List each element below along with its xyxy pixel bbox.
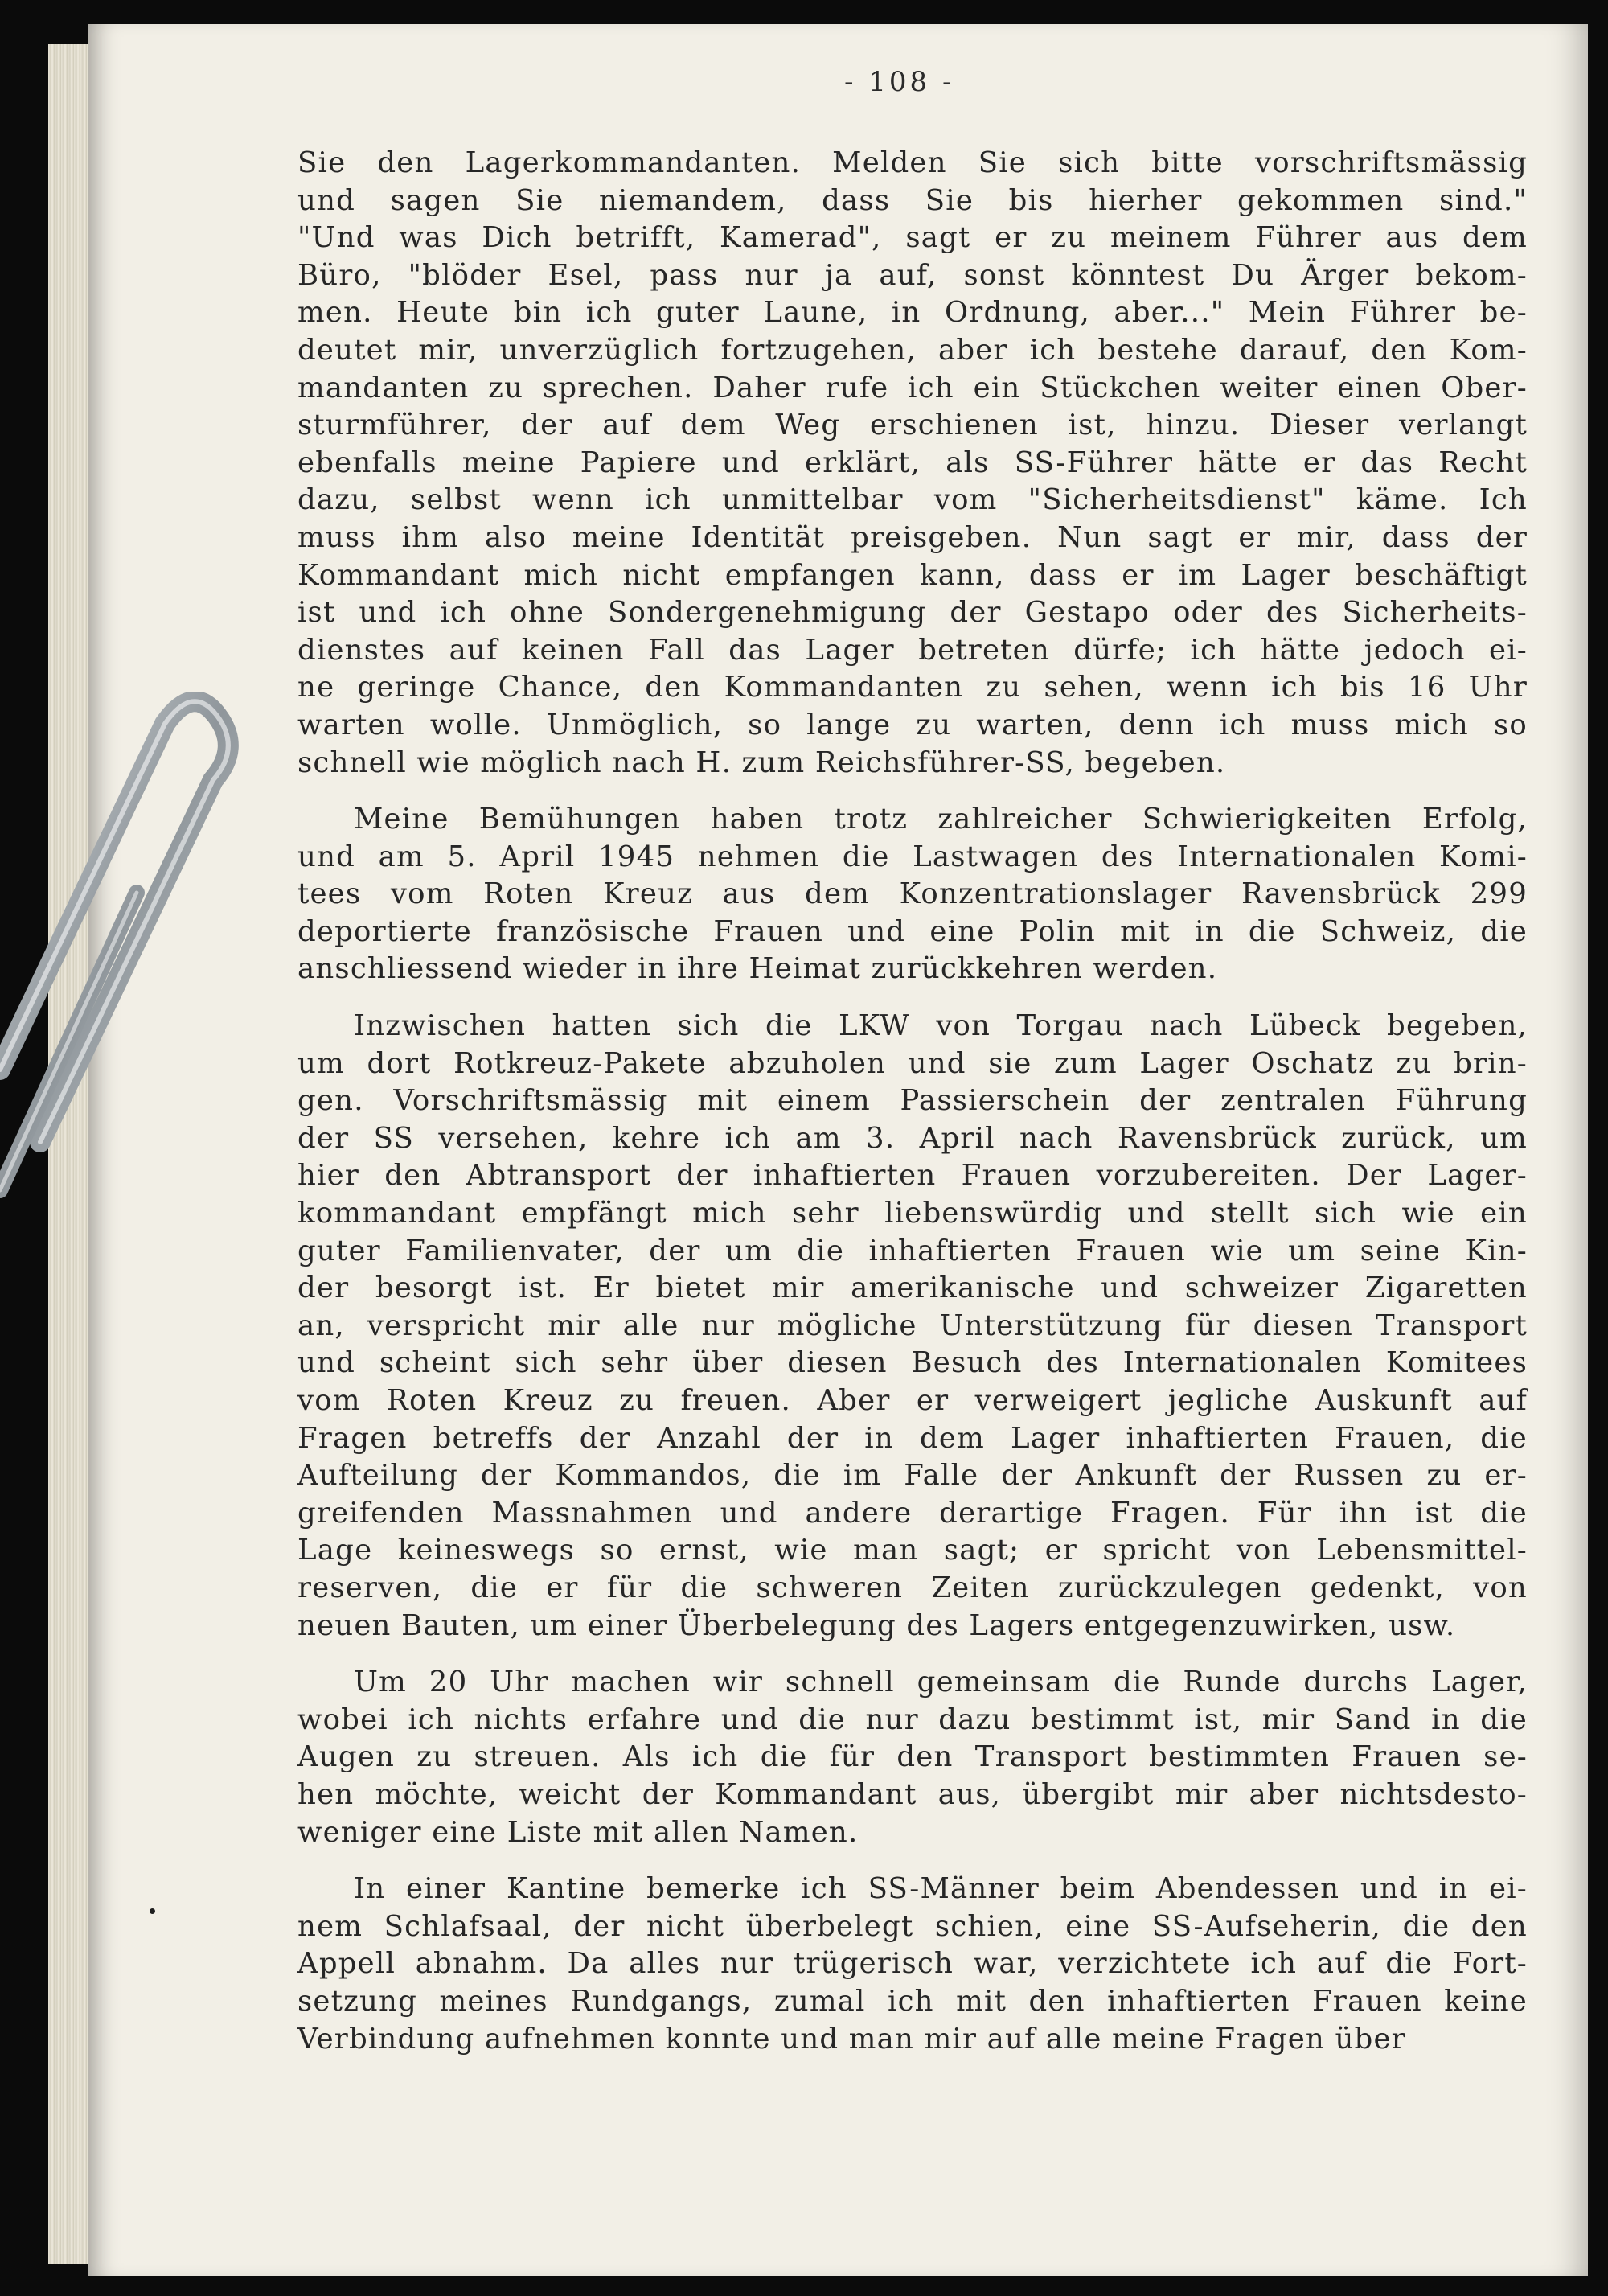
text-line: der besorgt ist. Er bietet mir amerikanische und schweizer Zigaretten: [297, 1271, 1528, 1305]
text-line: men. Heute bin ich guter Laune, in Ordnung, aber..." Mein Führer be-: [297, 296, 1528, 330]
text-line: dienstes auf keinen Fall das Lager betreten dürfe; ich hätte jedoch ei-: [297, 633, 1528, 667]
paragraph: [297, 145, 1528, 782]
text-line: deutet mir, unverzüglich fortzugehen, aber ich bestehe darauf, den Kom-: [297, 333, 1528, 367]
text-line: deportierte französische Frauen und eine Polin mit in die Schweiz, die: [297, 914, 1528, 948]
text-line: sturmführer, der auf dem Weg erschienen ist, hinzu. Dieser verlangt: [297, 409, 1528, 442]
text-line: Lage keineswegs so ernst, wie man sagt; er spricht von Lebensmittel-: [297, 1534, 1528, 1567]
text-line: Um 20 Uhr machen wir schnell gemeinsam die Runde durchs Lager,: [354, 1666, 1528, 1699]
text-line: an, verspricht mir alle nur mögliche Unterstützung für diesen Transport: [297, 1308, 1528, 1342]
text-line: reserven, die er für die schweren Zeiten zurückzulegen gedenkt, von: [297, 1571, 1528, 1604]
text-line: dazu, selbst wenn ich unmittelbar vom "Sicherheitsdienst" käme. Ich: [297, 483, 1528, 517]
text-line: und am 5. April 1945 nehmen die Lastwagen des Internationalen Komi-: [297, 840, 1528, 873]
text-line: hier den Abtransport der inhaftierten Frauen vorzubereiten. Der Lager-: [297, 1159, 1528, 1193]
text-line: Aufteilung der Kommandos, die im Falle der Ankunft der Russen zu er-: [297, 1459, 1528, 1493]
text-line: anschliessend wieder in ihre Heimat zurückkehren werden.: [297, 952, 1218, 986]
text-line: greifenden Massnahmen und andere derartige Fragen. Für ihn ist die: [297, 1496, 1528, 1530]
text-line: In einer Kantine bemerke ich SS-Männer beim Abendessen und in ei-: [354, 1872, 1528, 1906]
text-line: Büro, "blöder Esel, pass nur ja auf, sonst könntest Du Ärger bekom-: [297, 258, 1528, 292]
text-line: um dort Rotkreuz-Pakete abzuholen und sie zum Lager Oschatz zu brin-: [297, 1046, 1528, 1080]
text-line: Appell abnahm. Da alles nur trügerisch war, verzichtete ich auf die Fort-: [297, 1947, 1528, 1981]
text-line: tees vom Roten Kreuz aus dem Konzentrationslager Ravensbrück 299: [297, 877, 1528, 911]
text-line: muss ihm also meine Identität preisgeben. Nun sagt er mir, dass der: [297, 520, 1528, 554]
text-line: warten wolle. Unmöglich, so lange zu warten, denn ich muss mich so: [297, 708, 1528, 741]
text-line: Meine Bemühungen haben trotz zahlreicher Schwierigkeiten Erfolg,: [354, 803, 1528, 836]
text-line: "Und was Dich betrifft, Kamerad", sagt er zu meinem Führer aus dem: [297, 221, 1528, 255]
text-line: Sie den Lagerkommandanten. Melden Sie sich bitte vorschriftsmässig: [297, 146, 1528, 179]
text-line: ist und ich ohne Sondergenehmigung der Gestapo oder des Sicherheits-: [297, 596, 1528, 630]
text-line: ebenfalls meine Papiere und erklärt, als SS-Führer hätte er das Recht: [297, 446, 1528, 479]
scan-border: [1588, 0, 1608, 2296]
paragraph: [297, 1871, 1528, 2058]
text-line: weniger eine Liste mit allen Namen.: [297, 1815, 859, 1849]
text-line: nem Schlafsaal, der nicht überbelegt schien, eine SS-Aufseherin, die den: [297, 1909, 1528, 1943]
page-number: - 108 -: [844, 66, 955, 98]
text-line: setzung meines Rundgangs, zumal ich mit den inhaftierten Frauen keine: [297, 1984, 1528, 2018]
text-line: Verbindung aufnehmen konnte und man mir auf alle meine Fragen über: [297, 2022, 1406, 2056]
text-line: und sagen Sie niemandem, dass Sie bis hierher gekommen sind.": [297, 183, 1528, 217]
paragraph: [297, 1008, 1528, 1645]
text-line: Kommandant mich nicht empfangen kann, dass er im Lager beschäftigt: [297, 558, 1528, 592]
body-text: [297, 145, 1528, 2058]
paragraph: [297, 1664, 1528, 1851]
text-line: der SS versehen, kehre ich am 3. April nach Ravensbrück zurück, um: [297, 1121, 1528, 1155]
text-line: Augen zu streuen. Als ich die für den Transport bestimmten Frauen se-: [297, 1740, 1528, 1774]
text-line: neuen Bauten, um einer Überbelegung des Lagers entgegenzuwirken, usw.: [297, 1608, 1456, 1642]
text-line: ne geringe Chance, den Kommandanten zu sehen, wenn ich bis 16 Uhr: [297, 671, 1528, 704]
text-line: Fragen betreffs der Anzahl der in dem Lager inhaftierten Frauen, die: [297, 1421, 1528, 1455]
text-line: gen. Vorschriftsmässig mit einem Passierschein der zentralen Führung: [297, 1084, 1528, 1118]
text-line: schnell wie möglich nach H. zum Reichsführer-SS, begeben.: [297, 745, 1226, 779]
text-line: hen möchte, weicht der Kommandant aus, übergibt mir aber nichtsdesto-: [297, 1777, 1528, 1811]
text-line: mandanten zu sprechen. Daher rufe ich ein Stückchen weiter einen Ober-: [297, 371, 1528, 405]
text-line: vom Roten Kreuz zu freuen. Aber er verweigert jegliche Auskunft auf: [297, 1384, 1528, 1417]
text-line: und scheint sich sehr über diesen Besuch des Internationalen Komitees: [297, 1346, 1528, 1380]
text-line: guter Familienvater, der um die inhaftierten Frauen wie um seine Kin-: [297, 1234, 1528, 1267]
text-line: wobei ich nichts erfahre und die nur dazu bestimmt ist, mir Sand in die: [297, 1702, 1528, 1736]
ink-dot: [150, 1908, 155, 1914]
text-line: kommandant empfängt mich sehr liebenswürdig und stellt sich wie ein: [297, 1197, 1528, 1230]
paragraph: [297, 801, 1528, 988]
text-line: Inzwischen hatten sich die LKW von Torgau nach Lübeck begeben,: [354, 1009, 1528, 1043]
